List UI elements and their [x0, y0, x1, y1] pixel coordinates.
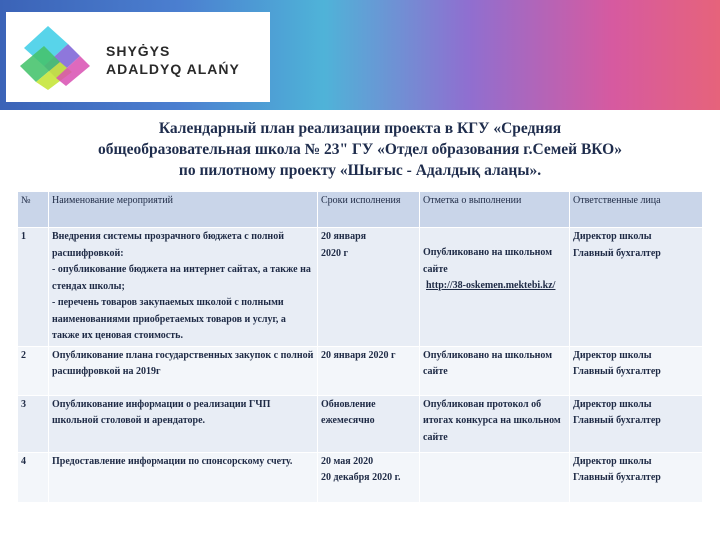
header-number: №	[18, 192, 49, 228]
cell-status: Опубликован протокол об итогах конкурса на школьном сайте	[420, 395, 570, 452]
page-title	[20, 118, 700, 181]
cell-status	[420, 452, 570, 502]
title-line: общеобразовательная школа № 23" ГУ «Отдел образования г.Семей ВКО»	[98, 141, 622, 158]
cell-activity: Внедрения системы прозрачного бюджета с полной расшифровкой: - опубликование бюджета на интернет сайтах, а также на стендах школы; - перечень товаров закупаемых школой с полными наименованиями приобретаемых товаров и услуг, а также их ценовая стоимость.	[49, 228, 318, 347]
cell-number: 1	[18, 228, 49, 347]
cell-number: 4	[18, 452, 49, 502]
logo-text-line1: SHYĠYS	[106, 43, 171, 59]
cell-activity: Предоставление информации по спонсорскому счету.	[49, 452, 318, 502]
header-deadline: Сроки исполнения	[318, 192, 420, 228]
cell-responsible: Директор школы Главный бухгалтер	[570, 228, 703, 347]
cell-deadline: 20 января 2020 г	[318, 228, 420, 347]
status-text: Опубликовано на школьном сайте	[423, 247, 553, 275]
cell-deadline: 20 мая 2020 20 декабря 2020 г.	[318, 452, 420, 502]
cell-status: Опубликовано на школьном сайте	[420, 346, 570, 395]
header-activity: Наименование мероприятий	[49, 192, 318, 228]
school-site-link[interactable]: http://38-oskemen.mektebi.kz/	[426, 280, 556, 291]
table-row	[18, 395, 703, 452]
table-row	[18, 228, 703, 347]
cell-activity: Опубликование плана государственных закупок с полной расшифровкой на 2019г	[49, 346, 318, 395]
title-line: по пилотному проекту «Шығыс - Адалдық алаңы».	[178, 162, 542, 179]
header-responsible: Ответственные лица	[570, 192, 703, 228]
logo-text-line2: ADALDYQ ALAŃY	[106, 61, 240, 77]
cell-deadline: 20 января 2020 г	[318, 346, 420, 395]
logo-mark-icon	[16, 22, 94, 92]
title-line: Календарный план реализации проекта в КГУ «Средняя	[158, 120, 562, 137]
header-status: Отметка о выполнении	[420, 192, 570, 228]
header-banner	[0, 0, 720, 110]
cell-number: 3	[18, 395, 49, 452]
plan-table	[17, 191, 703, 503]
logo	[6, 12, 270, 102]
table-row	[18, 452, 703, 502]
cell-activity: Опубликование информации о реализации ГЧП школьной столовой и арендаторе.	[49, 395, 318, 452]
table-row	[18, 346, 703, 395]
cell-number: 2	[18, 346, 49, 395]
cell-status	[420, 228, 570, 347]
table-header-row	[18, 192, 703, 228]
cell-deadline: Обновление ежемесячно	[318, 395, 420, 452]
cell-responsible: Директор школы Главный бухгалтер	[570, 346, 703, 395]
cell-responsible: Директор школы Главный бухгалтер	[570, 452, 703, 502]
cell-spacer	[423, 229, 566, 245]
cell-responsible: Директор школы Главный бухгалтер	[570, 395, 703, 452]
